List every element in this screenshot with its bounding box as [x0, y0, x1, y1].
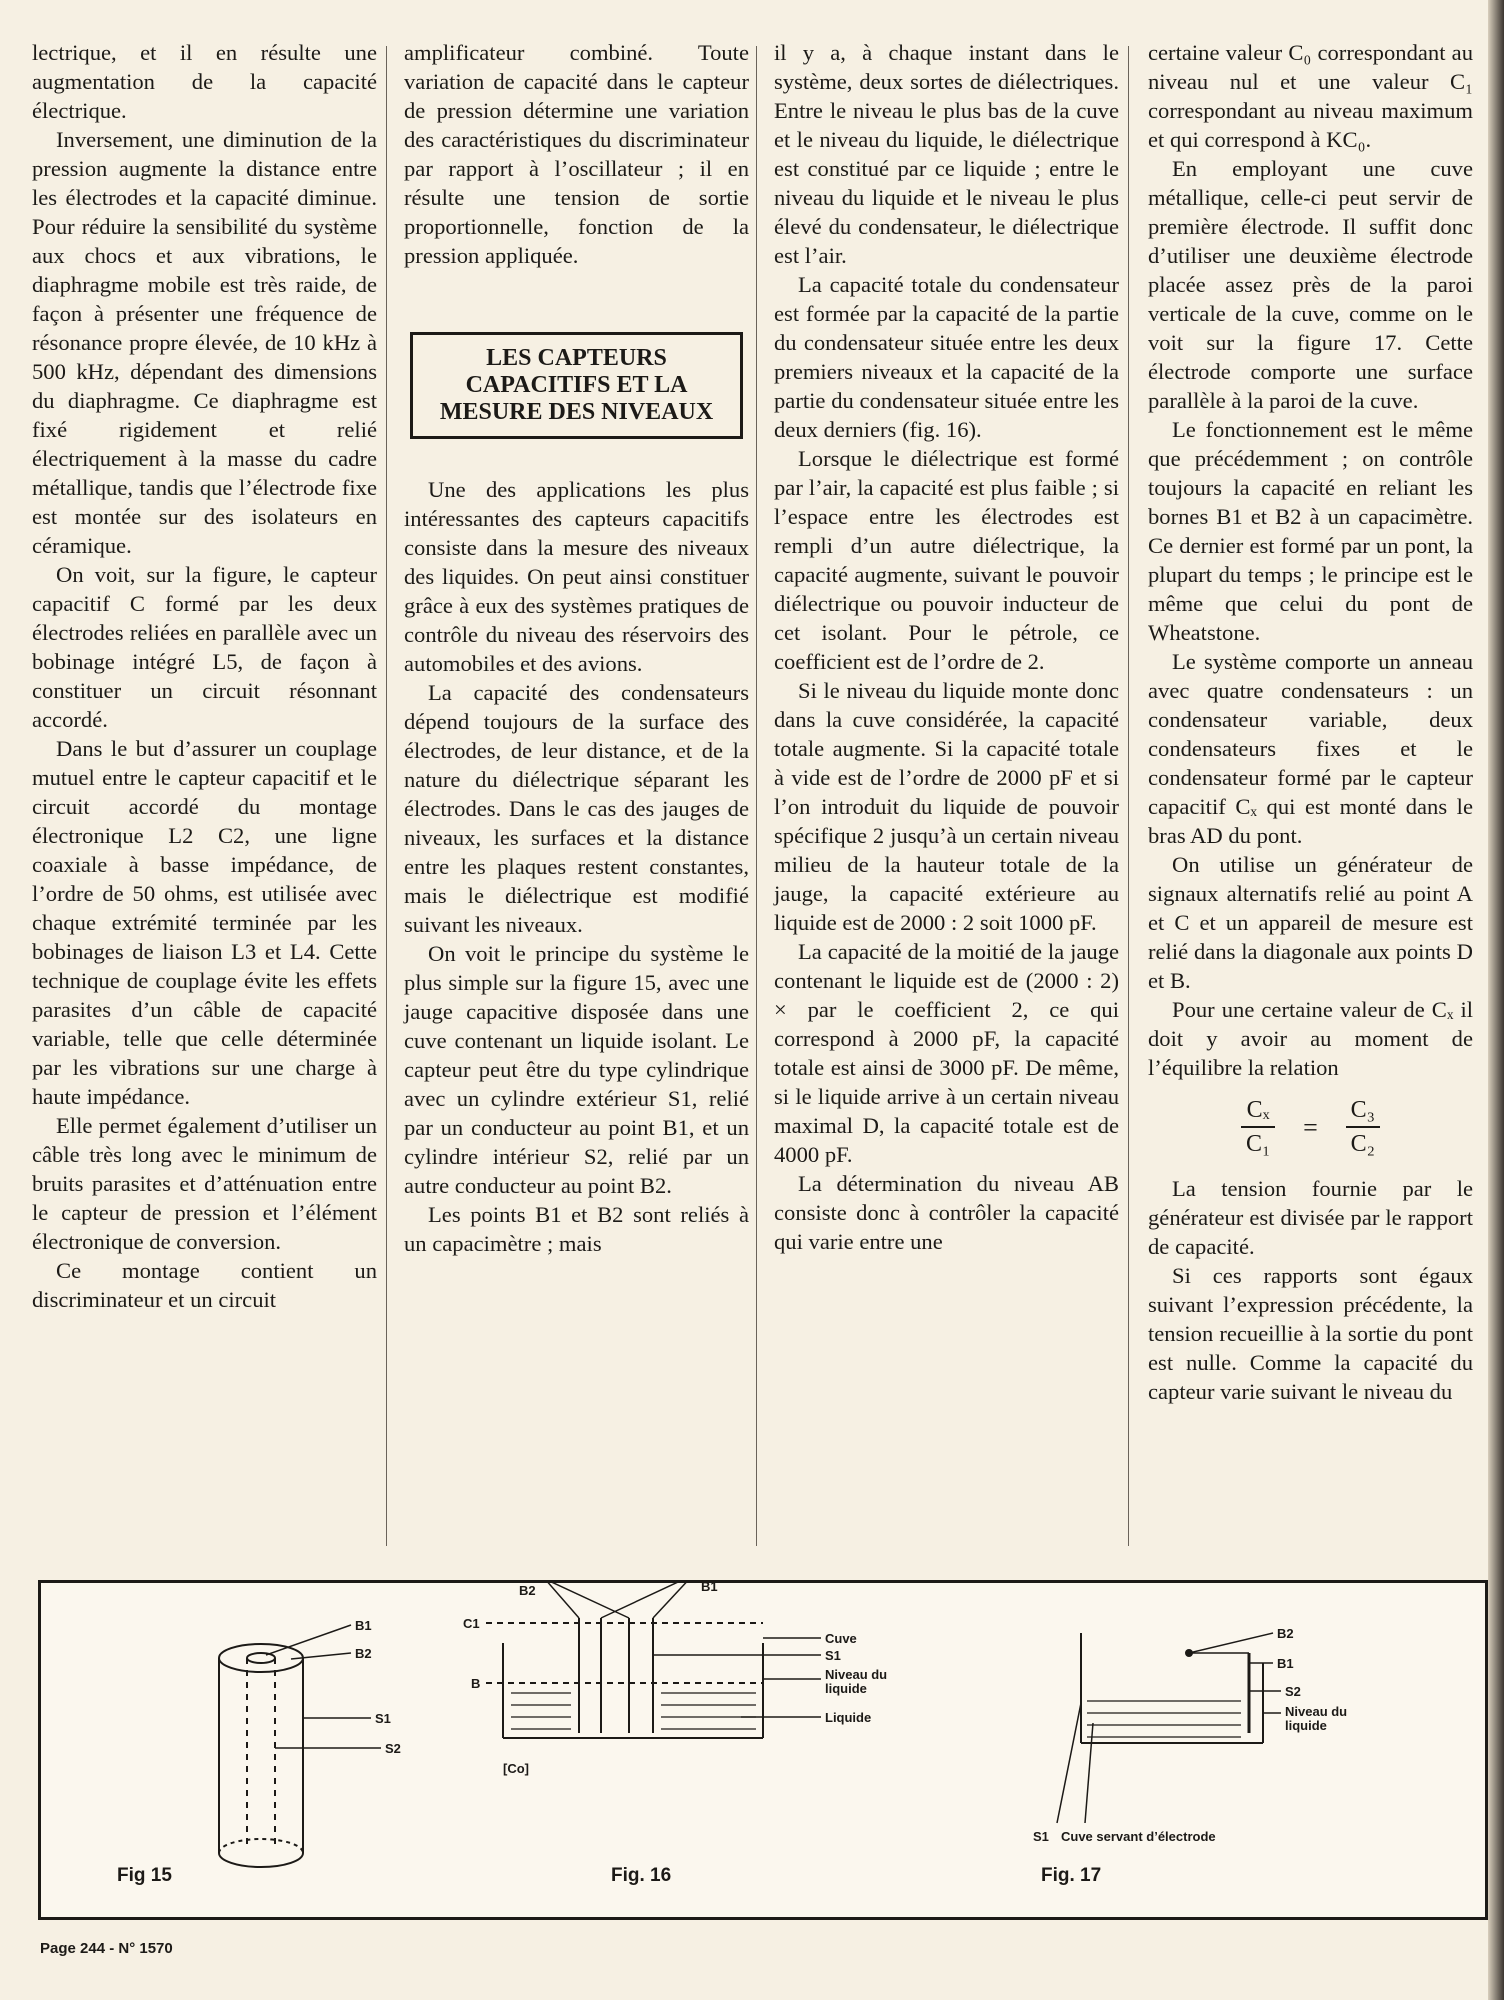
fig16-label-cuve: Cuve: [825, 1631, 857, 1646]
fig16-label-niveau: Niveau du: [825, 1667, 888, 1682]
paragraph: La tension fournie par le générateur est divisée par le rapport de capacité.: [1148, 1176, 1473, 1259]
text-column-1: [32, 38, 377, 1314]
bridge-equation: [1148, 1096, 1473, 1158]
fig16-label-b1: B1: [701, 1583, 718, 1594]
fig16-label-b2: B2: [519, 1583, 536, 1598]
outer-cylinder-bottom-hidden: [219, 1839, 303, 1853]
outer-cylinder-bottom: [219, 1853, 303, 1867]
paragraph: On utilise un générateur de signaux alternatifs relié au point A et C et un appareil de mesure est relié dans la diagonale aux points D et B.: [1148, 852, 1473, 993]
paragraph: On voit, sur la figure, le capteur capacitif C formé par les deux électrodes reliées en parallèle avec un bobinage intégré L5, de façon à constituer un circuit résonnant accordé.: [32, 562, 377, 732]
paragraph: Dans le but d’assurer un couplage mutuel entre le capteur capacitif et le circuit accordé du montage électronique L2 C2, une ligne coaxiale à basse impédance, de l’ordre de 50 ohms, est utilisée avec chaque extrémité terminée par les bobinages de liaison L3 et L4. Cette technique de couplage évite les effets parasites d’un câble de capacité variable, telle que celle déterminée par les vibrations sur une charge à haute impédance.: [32, 736, 377, 1109]
fig17-drawing: [1057, 1633, 1281, 1823]
paragraph: Si le niveau du liquide monte donc dans la cuve considérée, la capacité totale augmente. Si la capacité totale à vide est de l’ordre de 2000 pF et si l’on introduit du liquide de pouvoir spécifique 2 jusqu’à un certain niveau milieu de la hauteur totale de la jauge, la capacité extérieure au liquide est de 2000 : 2 soit 1000 pF.: [774, 678, 1119, 935]
paragraph: Pour une certaine valeur de Cₓ il doit y avoir au moment de l’équilibre la relation: [1148, 997, 1473, 1080]
b2-wire: [545, 1583, 579, 1618]
b1-wire: [601, 1583, 693, 1618]
text-column-4: [1148, 38, 1473, 1406]
paragraph: Inversement, une diminution de la pression augmente la distance entre les électrodes et la capacité diminue. Pour réduire la sensibilité du système aux chocs et aux vibrations, le diaphragme mobile est très raide, de façon à présenter une fréquence de résonance propre élevée, de 10 kHz à 500 kHz, dépendant des dimensions du diaphragme. Ce diaphragme est fixé rigidement et relié électriquement à la masse du cadre métallique, tandis que l’électrode fixe est montée sur des isolateurs en céramique.: [32, 127, 377, 558]
liquid-hatching: [1087, 1701, 1241, 1737]
column-rule: [386, 46, 387, 1546]
fig15-caption: Fig 15: [117, 1865, 172, 1886]
s1-leader: [1057, 1703, 1081, 1823]
paragraph: il y a, à chaque instant dans le système, deux sortes de diélectriques. Entre le niveau le plus bas de la cuve et le niveau du liquide, le diélectrique est constitué par ce liquide ; entre le niveau du liquide et le niveau le plus élevé du condensateur, le diélectrique est l’air.: [774, 40, 1119, 268]
fig15-label-s1: S1: [375, 1711, 391, 1726]
denominator: C₁: [1245, 1131, 1271, 1157]
fig15-label-b2: B2: [355, 1646, 372, 1661]
paragraph: Les points B1 et B2 sont reliés à un capacimètre ; mais: [404, 1202, 749, 1256]
denominator: C₂: [1350, 1131, 1376, 1157]
fig17-label-b1: B1: [1277, 1656, 1294, 1671]
text-column-2: [404, 38, 749, 1258]
paragraph: La capacité de la moitié de la jauge contenant le liquide est de (2000 : 2) × par le coefficient 2, ce qui correspond à 2000 pF, la capacité totale est ainsi de 3000 pF. De même, si le liquide arrive à un certain niveau maximal D, la capacité totale est de 4000 pF.: [774, 939, 1119, 1167]
fig15-label-b1: B1: [355, 1618, 372, 1633]
cuve-leader: [1085, 1723, 1093, 1823]
paragraph: La détermination du niveau AB consiste donc à contrôler la capacité qui varie entre une: [774, 1171, 1119, 1254]
paragraph: Lorsque le diélectrique est formé par l’air, la capacité est plus faible ; si l’espace entre les électrodes est rempli d’un autre diélectrique, la capacité augmente, suivant le pouvoir diélectrique ou pouvoir inducteur de cet isolant. Pour le pétrole, ce coefficient est de l’ordre de 2.: [774, 446, 1119, 674]
fraction-bar: [1241, 1126, 1275, 1128]
outer-cylinder-top: [219, 1644, 303, 1672]
paragraph: Ce montage contient un discriminateur et un circuit: [32, 1258, 377, 1312]
fig16-label-s1: S1: [825, 1648, 841, 1663]
paragraph: La capacité des condensateurs dépend toujours de la surface des électrodes, de leur distance, et de la nature du diélectrique séparant les électrodes. Dans le cas des jauges de niveaux, les surfaces et la distance entre les plaques restent constantes, mais le diélectrique est modifié suivant les niveaux.: [404, 680, 749, 937]
paragraph: lectrique, et il en résulte une augmentation de la capacité électrique.: [32, 40, 377, 123]
column-rule: [1128, 46, 1129, 1546]
fig17-label-b2: B2: [1277, 1626, 1294, 1641]
page-footer: Page 244 - N° 1570: [40, 1940, 173, 1957]
fraction-bar: [1346, 1126, 1380, 1128]
liquid-hatching: [511, 1693, 756, 1729]
fraction-left: [1241, 1096, 1275, 1158]
paragraph: certaine valeur C₀ correspondant au niveau nul et une valeur C₁ correspondant au niveau maximum et qui correspond à KC₀.: [1148, 40, 1473, 152]
fig16-drawing: [486, 1583, 821, 1738]
paragraph: Si ces rapports sont égaux suivant l’expression précédente, la tension recueillie à la sortie du pont est nulle. Comme la capacité du capteur varie suivant le niveau du: [1148, 1263, 1473, 1404]
figures-drawing: [41, 1583, 1485, 1917]
paragraph: En employant une cuve métallique, celle-ci peut servir de première électrode. Il suffit donc d’utiliser une deuxième électrode placée assez près de la paroi verticale de la cuve, comme on le voit sur la figure 17. Cette électrode comporte une surface parallèle à la paroi de la cuve.: [1148, 156, 1473, 413]
fig15-label-s2: S2: [385, 1741, 401, 1756]
page-edge-shadow: [1488, 0, 1504, 2000]
paragraph: amplificateur combiné. Toute variation de capacité dans le capteur de pression détermine une variation des caractéristiques du discriminateur par rapport à l’oscillateur ; il en résulte une tension de sortie proportionnelle, fonction de la pression appliquée.: [404, 40, 749, 268]
fig16-label-liquide-sub: liquide: [825, 1681, 867, 1696]
fig15-drawing: [219, 1625, 381, 1867]
fig16-label-co: [Co]: [503, 1761, 529, 1776]
fig17-label-s2: S2: [1285, 1684, 1301, 1699]
text-column-3: [774, 38, 1119, 1256]
fig17-label-liquide-sub: liquide: [1285, 1718, 1327, 1733]
paragraph: On voit le principe du système le plus simple sur la figure 15, avec une jauge capacitive disposée dans une cuve contenant un liquide isolant. Le capteur peut être du type cylindrique avec un cylindre extérieur S1, relié par un conducteur au point B1, et un cylindre intérieur S2, relié par un autre conducteur au point B2.: [404, 941, 749, 1198]
section-title: LES CAPTEURS CAPACITIFS ET LA MESURE DES NIVEAUX: [410, 332, 743, 439]
paragraph: Une des applications les plus intéressantes des capteurs capacitifs consiste dans la mesure des niveaux des liquides. On peut ainsi constituer grâce à eux des systèmes pratiques de contrôle du niveau des réservoirs des automobiles et des avions.: [404, 477, 749, 676]
paragraph: Elle permet également d’utiliser un câble très long avec le minimum de bruits parasites et d’atténuation entre le capteur de pression et l’élément électronique de conversion.: [32, 1113, 377, 1254]
fig17-caption: Fig. 17: [1041, 1865, 1102, 1886]
fig16-caption: Fig. 16: [611, 1865, 672, 1886]
b1-wire: [653, 1583, 693, 1618]
paragraph: La capacité totale du condensateur est formée par la capacité de la partie du condensateur située entre les deux premiers niveaux et la capacité de la partie du condensateur située entre les deux derniers (fig. 16).: [774, 272, 1119, 442]
fig16-label-c1: C1: [463, 1616, 480, 1631]
paragraph: Le fonctionnement est le même que précédemment ; on contrôle toujours la capacité en reliant les bornes B1 et B2 à un capacimètre. Ce dernier est formé par un pont, la plupart du temps ; le principe est le même que celui du pont de Wheatstone.: [1148, 417, 1473, 645]
b2-wire: [545, 1583, 629, 1618]
fig17-label-s1: S1: [1033, 1829, 1049, 1844]
numerator: Cₓ: [1246, 1097, 1270, 1123]
fig16-label-b: B: [471, 1676, 481, 1691]
column-rule: [756, 46, 757, 1546]
fig16-label-liquide: Liquide: [825, 1710, 872, 1725]
paragraph: Le système comporte un anneau avec quatre condensateurs : un condensateur variable, deux condensateurs fixes et le condensateur formé par le capteur capacitif Cₓ qui est monté dans le bras AD du pont.: [1148, 649, 1473, 848]
equals-sign: =: [1303, 1112, 1318, 1142]
b1-leader: [266, 1625, 351, 1655]
b2-leader: [1189, 1633, 1273, 1653]
fig17-label-niveau: Niveau du: [1285, 1704, 1348, 1719]
fig17-label-cuve: Cuve servant d’électrode: [1061, 1829, 1216, 1844]
fraction-right: [1346, 1096, 1380, 1158]
figures-panel: [38, 1580, 1488, 1920]
inner-cylinder-top: [247, 1653, 275, 1663]
numerator: C₃: [1350, 1097, 1376, 1123]
